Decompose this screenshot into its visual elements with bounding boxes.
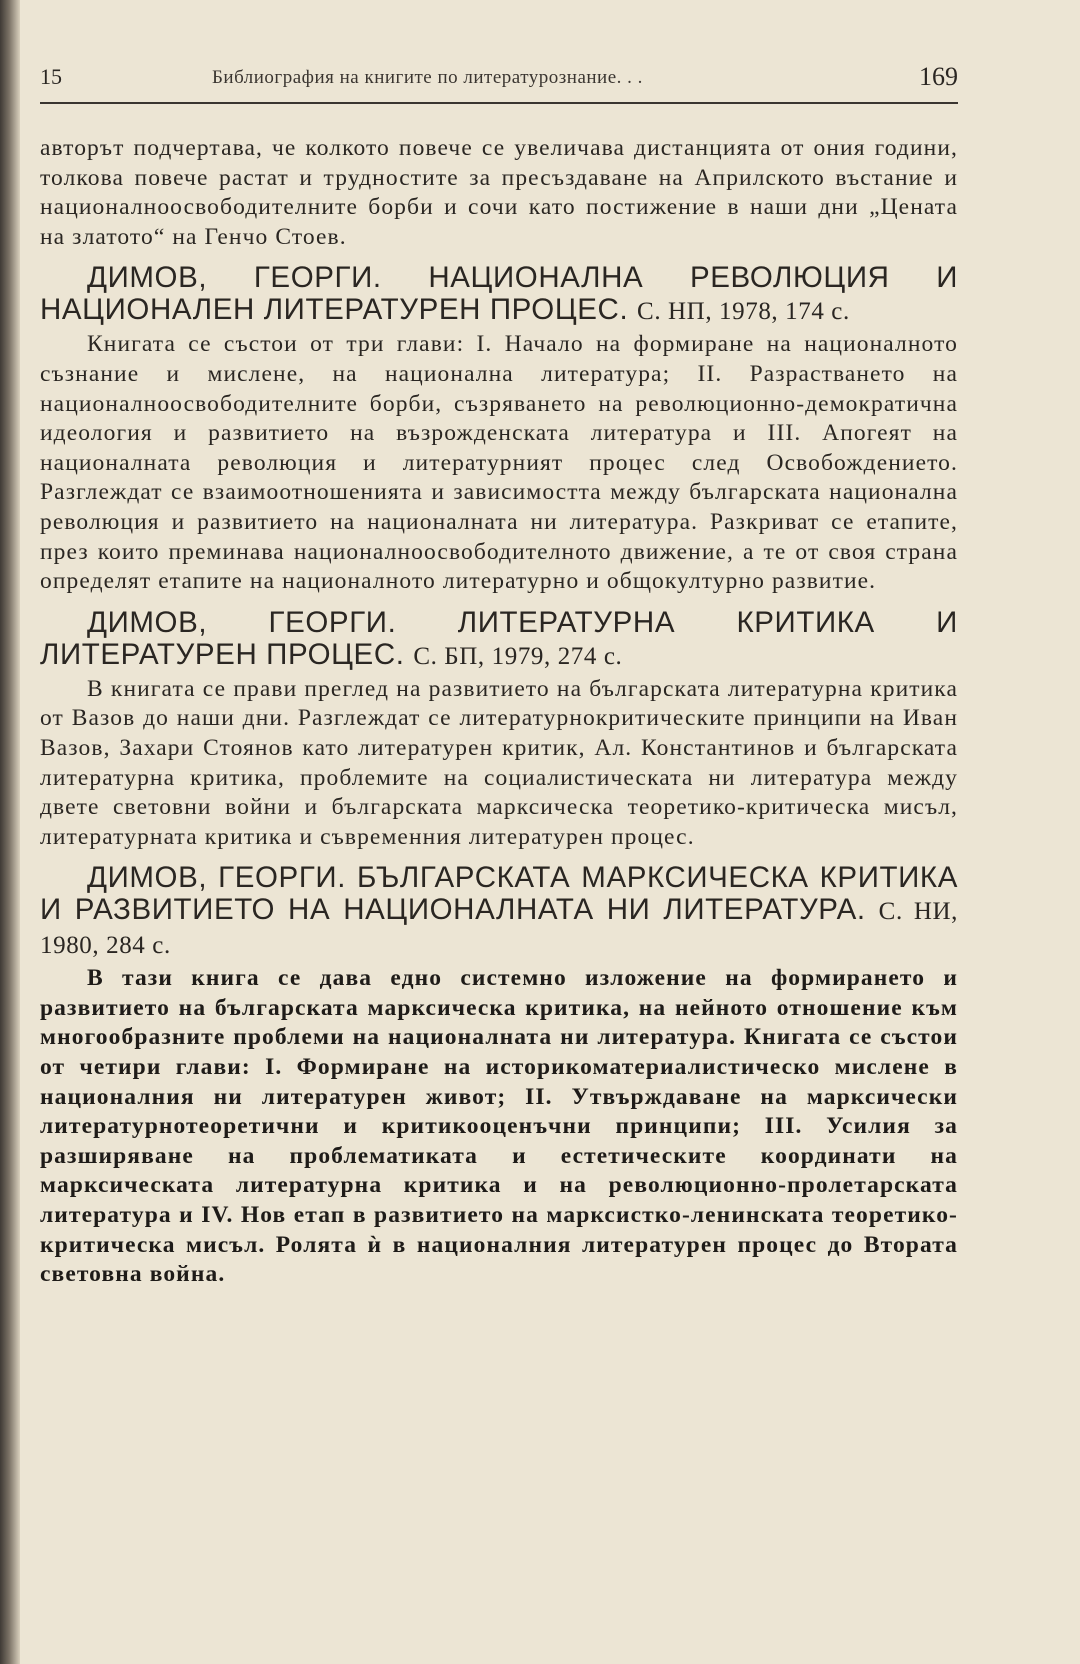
- entry-heading: [40, 607, 958, 673]
- entry-annotation: В книгата се прави преглед на развитието на българската литературна критика от Вазов до наши дни. Разглеждат се литературнокритическите принципи на Иван Вазов, Захари Стоянов като литературен критик, Ал. Константинов и българската литературна критика, проблемите на социалистическата ни литература между двете световни войни и българската марксическа теоретико-критическа мисъл, литературната критика и съвременния литературен процес.: [40, 675, 958, 850]
- entry-publication: С. НП, 1978, 174 с.: [637, 298, 850, 326]
- entry-annotation: Книгата се състои от три глави: I. Начало на формиране на националното съзнание и мислене, на национална литература; II. Разрастването на националноосвободителните борби, съзряването на революционно-демократична идеология и развитието на възрожденската литература и III. Апогеят на националната революция и литературният процес след Освобождението. Разглеждат се взаимоотношенията и зависимостта между българската национална революция и развитието на националната ни литература. Разкриват се етапите, през които преминава националноосвободителното движение, а те от своя страна определят етапите на националното литературно и общокултурно развитие.: [40, 331, 958, 595]
- entry-title: ДИМОВ, ГЕОРГИ. ЛИТЕРАТУРНА КРИТИКА И ЛИТЕРАТУРЕН ПРОЦЕС.: [40, 605, 958, 671]
- running-head: [40, 64, 958, 94]
- entry-publication: С. БП, 1979, 274 с.: [413, 642, 623, 670]
- chapter-number: 15: [40, 64, 62, 89]
- entry-heading: [40, 862, 958, 962]
- header-rule: [40, 102, 958, 104]
- entry-annotation: В тази книга се дава едно системно изложение на формирането и развитието на българската марксическа критика, на нейното отношение към многообразните проблеми на националната ни литература. Книгата се състои от четири глави: I. Формиране на историкоматериалистическо мислене в националния ни литературен живот; II. Утвърждаване на марксически литературнотеоретични и критикооценъчни принципи; III. Усилия за разширяване на проблематиката и естетическите координати на марксическата литературна критика и на революционно-пролетарската литература и IV. Нов етап в развитието на марксистко-ленинската теоретико-критическа мисъл. Ролята ѝ в националния литературен процес до Втората световна война.: [40, 965, 958, 1288]
- entry-publication: С. НИ, 1980, 284 с.: [40, 898, 958, 960]
- entry-heading: [40, 262, 958, 328]
- entry-title: ДИМОВ, ГЕОРГИ. БЪЛГАРСКАТА МАРКСИЧЕСКА КРИТИКА И РАЗВИТИЕТО НА НАЦИОНАЛНАТА НИ ЛИТЕРАТУРА.: [40, 861, 958, 927]
- book-page: [40, 0, 1040, 1664]
- running-title: Библиография на книгите по литературознание. . .: [212, 67, 643, 88]
- book-spine-shadow: [0, 0, 20, 1664]
- page-number: 169: [919, 62, 958, 91]
- page-content: [40, 134, 958, 1290]
- entry-title: ДИМОВ, ГЕОРГИ. НАЦИОНАЛНА РЕВОЛЮЦИЯ И НАЦИОНАЛЕН ЛИТЕРАТУРЕН ПРОЦЕС.: [40, 261, 958, 327]
- intro-paragraph: авторът подчертава, че колкото повече се увеличава дистанцията от ония години, толкова повече растат и трудностите за пресъздаване на Априлското въстание и националноосвободителните борби и сочи като постижение в наши дни „Цената на златото“ на Генчо Стоев.: [40, 135, 958, 250]
